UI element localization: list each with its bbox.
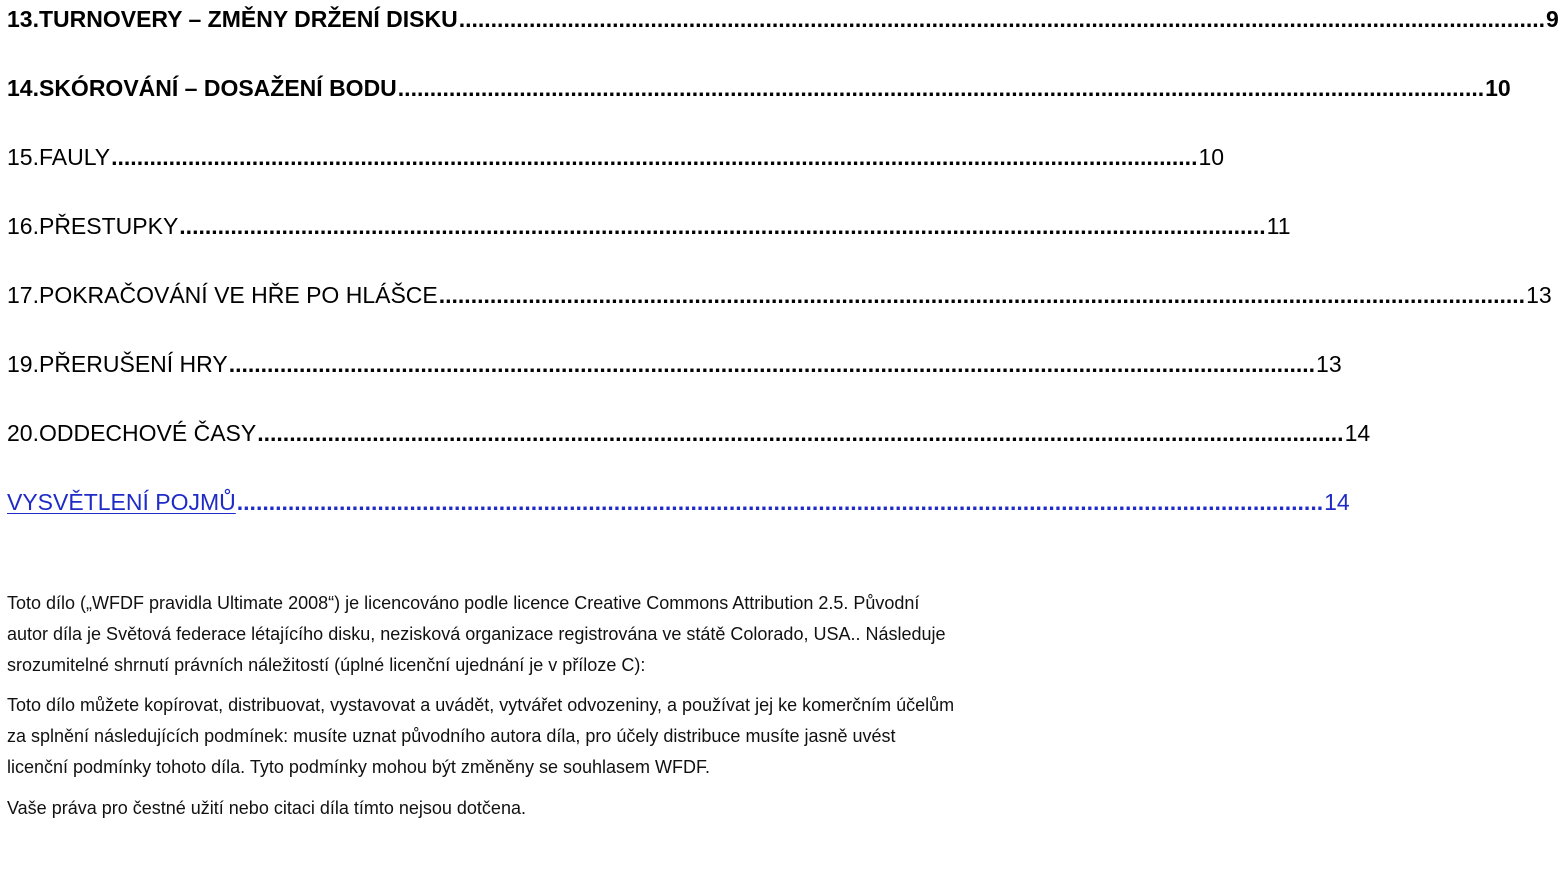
toc-leader-dots: ..........................................................................................................................................................................	[236, 489, 1324, 515]
toc-entry-page: 10	[1198, 144, 1225, 170]
toc-entry-page: 13	[1316, 351, 1342, 377]
toc-entry-label: 14.SKÓROVÁNÍ – DOSAŽENÍ BODU	[7, 75, 397, 101]
toc-entry-label: 16.PŘESTUPKY	[7, 213, 179, 239]
license-text	[7, 588, 955, 824]
toc-entry-violations[interactable]	[7, 207, 1291, 276]
toc-entry-page: 14	[1344, 420, 1371, 446]
license-paragraph: Toto dílo můžete kopírovat, distribuovat, vystavovat a uvádět, vytvářet odvozeniny, a používat jej ke komerčním účelům za splnění následujících podmínek: musíte uznat původního autora díla, pro účely distribuce musíte jasně uvést licenční podmínky tohoto díla. Tyto podmínky mohou být změněny se souhlasem WFDF.	[7, 695, 955, 777]
license-paragraph: Vaše práva pro čestné užití nebo citaci díla tímto nejsou dotčena.	[7, 798, 526, 818]
toc-entry-page: 10	[1485, 75, 1511, 101]
toc-entry-page: 11	[1266, 213, 1291, 239]
toc-entry-timeouts[interactable]	[7, 414, 1371, 483]
toc-entry-scoring[interactable]	[7, 69, 1511, 138]
table-of-contents	[7, 0, 1559, 552]
toc-leader-dots: ..........................................................................................................................................................................	[458, 6, 1546, 32]
toc-entry-label: VYSVĚTLENÍ POJMŮ	[7, 489, 236, 515]
toc-entry-label: 19.PŘERUŠENÍ HRY	[7, 351, 228, 377]
toc-entry-turnovers[interactable]	[7, 0, 1559, 69]
toc-leader-dots: ..........................................................................................................................................................................	[228, 351, 1316, 377]
toc-entry-page: 13	[1526, 282, 1552, 308]
toc-entry-page: 9	[1546, 6, 1559, 32]
toc-leader-dots: ..........................................................................................................................................................................	[179, 213, 1266, 239]
toc-entry-label: 17.POKRAČOVÁNÍ VE HŘE PO HLÁŠCE	[7, 282, 438, 308]
toc-leader-dots: ..........................................................................................................................................................................	[397, 75, 1485, 101]
toc-entry-fouls[interactable]	[7, 138, 1225, 207]
toc-entry-page: 14	[1324, 489, 1350, 515]
toc-entry-stoppages[interactable]	[7, 345, 1342, 414]
license-paragraph: Toto dílo („WFDF pravidla Ultimate 2008“) je licencováno podle licence Creative Commons Attribution 2.5. Původní autor díla je Světová federace létajícího disku, nezisková organizace registrována ve státě Colorado, USA.. Následuje srozumitelné shrnutí právních náležitostí (úplné licenční ujednání je v příloze C):	[7, 593, 946, 675]
toc-entry-definitions[interactable]	[7, 483, 1350, 552]
toc-entry-continuation[interactable]	[7, 276, 1552, 345]
toc-entry-label: 13.TURNOVERY – ZMĚNY DRŽENÍ DISKU	[7, 6, 458, 32]
toc-leader-dots: ..........................................................................................................................................................................	[438, 282, 1526, 308]
toc-entry-label: 20.ODDECHOVÉ ČASY	[7, 420, 257, 446]
toc-leader-dots: ..........................................................................................................................................................................	[111, 144, 1198, 170]
toc-entry-label: 15.FAULY	[7, 144, 111, 170]
toc-leader-dots: ..........................................................................................................................................................................	[257, 420, 1344, 446]
